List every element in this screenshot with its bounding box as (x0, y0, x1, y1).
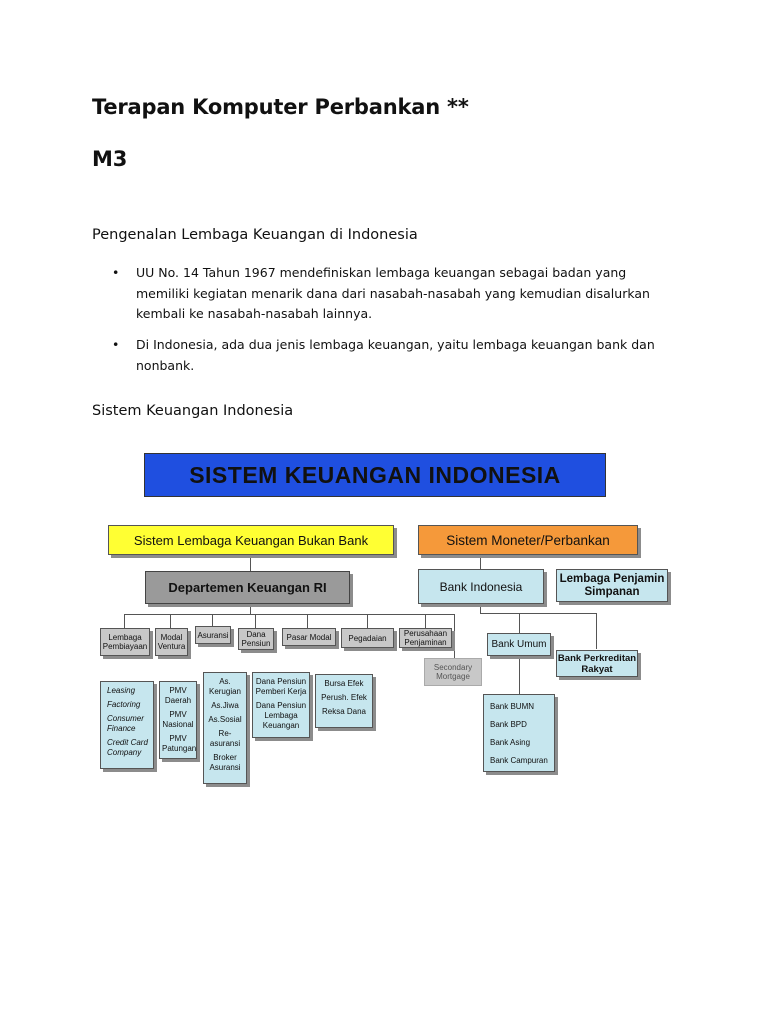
bank-umum-box: Bank Umum (487, 633, 551, 656)
list-item: As. Kerugian (208, 677, 242, 696)
connector-line (454, 614, 455, 658)
document-subtitle: M3 (92, 147, 128, 171)
list-item: Dana Pensiun Pemberi Kerja (255, 677, 307, 696)
pembiayaan-list (100, 681, 154, 769)
category-dana-pensiun: Dana Pensiun (238, 628, 274, 650)
list-item: Reksa Dana (321, 707, 367, 716)
list-item: Bursa Efek (324, 679, 364, 688)
connector-line (212, 614, 213, 626)
bullet-icon: • (112, 337, 120, 352)
connector-line (255, 614, 256, 628)
connector-line (124, 614, 125, 628)
category-modal-ventura: Modal Ventura (155, 628, 188, 656)
connector-line (367, 614, 368, 628)
connector-line (480, 613, 596, 614)
document-title: Terapan Komputer Perbankan ** (92, 95, 469, 119)
list-item: Bank Asing (490, 738, 531, 747)
list-item: Re-asuransi (209, 729, 241, 748)
connector-line (250, 555, 251, 571)
asuransi-list (203, 672, 247, 784)
pensiun-list (252, 672, 310, 738)
connector-line (519, 613, 520, 633)
connector-line (170, 614, 171, 628)
list-item: PMV Daerah (164, 686, 192, 705)
list-item: As.Sosial (208, 715, 242, 724)
category-pasar-modal: Pasar Modal (282, 628, 336, 646)
diagram-banner: SISTEM KEUANGAN INDONESIA (144, 453, 606, 497)
category-lembaga-pembiayaan: Lembaga Pembiayaan (100, 628, 150, 656)
section-heading-pengenalan: Pengenalan Lembaga Keuangan di Indonesia (92, 227, 418, 243)
list-item: Leasing (107, 686, 136, 695)
bank-indonesia-box: Bank Indonesia (418, 569, 544, 604)
list-item: PMV Nasional (162, 710, 194, 729)
list-item: Broker Asuransi (209, 753, 241, 772)
section-heading-sistem: Sistem Keuangan Indonesia (92, 403, 294, 419)
pasar-modal-list (315, 674, 373, 728)
bpr-box: Bank Perkreditan Rakyat (556, 650, 638, 677)
list-item: Bank BPD (490, 720, 527, 729)
category-perusahaan-penjaminan: Perusahaan Penjaminan (399, 628, 452, 648)
connector-line (480, 555, 481, 569)
connector-line (596, 613, 597, 649)
lps-box: Lembaga Penjamin Simpanan (556, 569, 668, 602)
ventura-list (159, 681, 197, 759)
bank-umum-list (483, 694, 555, 772)
list-item: Bank Campuran (490, 756, 548, 765)
connector-line (307, 614, 308, 628)
bullet-text: UU No. 14 Tahun 1967 mendefiniskan lembaga keuangan sebagai badan yang memiliki kegiatan menarik dana dari nasabah-nasabah yang kemudian disalurkan kembali ke nasabah-nasabah lainnya. (136, 265, 650, 321)
connector-line (250, 605, 251, 615)
list-item: Perush. Efek (321, 693, 367, 702)
nonbank-system-box: Sistem Lembaga Keuangan Bukan Bank (108, 525, 394, 555)
connector-line (519, 656, 520, 694)
connector-line (124, 614, 454, 615)
list-item: Credit Card Company (107, 738, 148, 757)
depkeu-box: Departemen Keuangan RI (145, 571, 350, 604)
secondary-mortgage-box: Secondary Mortgage (424, 658, 482, 686)
category-pegadaian: Pegadaian (341, 628, 394, 648)
bank-system-box: Sistem Moneter/Perbankan (418, 525, 638, 555)
bullet-text: Di Indonesia, ada dua jenis lembaga keuangan, yaitu lembaga keuangan bank dan nonbank. (136, 337, 655, 373)
list-item: Dana Pensiun Lembaga Keuangan (255, 701, 307, 730)
list-item: Factoring (107, 700, 141, 709)
category-asuransi: Asuransi (195, 626, 231, 644)
list-item: PMV Patungan (162, 734, 197, 753)
list-item: Consumer Finance (107, 714, 144, 733)
bullet-icon: • (112, 265, 120, 280)
list-item: Bank BUMN (490, 702, 535, 711)
list-item: As.Jiwa (211, 701, 239, 710)
connector-line (425, 614, 426, 628)
